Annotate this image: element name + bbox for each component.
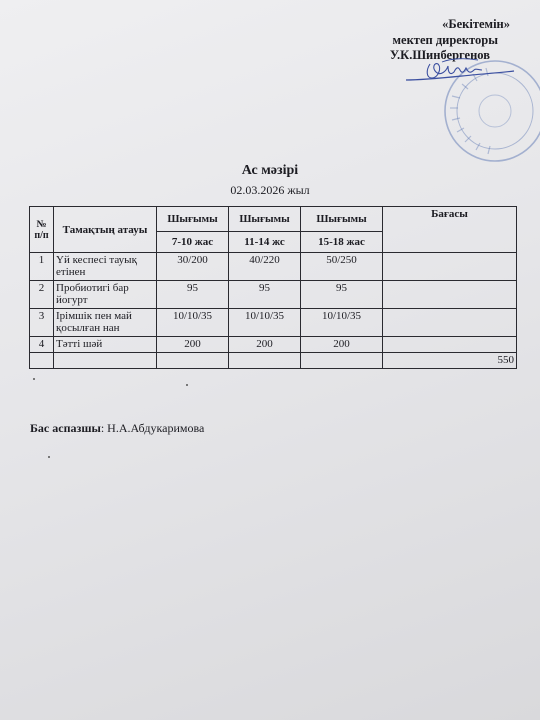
approval-title: «Бекітемін» — [442, 17, 510, 31]
total-price: 550 — [383, 353, 517, 369]
header-number: № п/п — [30, 207, 54, 253]
row-price — [383, 309, 517, 337]
row-dish-name: Үй кеспесі тауық етінен — [54, 253, 157, 281]
header-age-11-14: 11-14 жс — [229, 232, 301, 253]
row-dish-name: Тәтті шәй — [54, 337, 157, 353]
table-row — [30, 253, 517, 281]
paper-speck — [48, 456, 50, 458]
row-yield-15-18: 10/10/35 — [301, 309, 383, 337]
total-empty-cell — [229, 353, 301, 369]
header-age-15-18: 15-18 жас — [301, 232, 383, 253]
header-yield-1: Шығымы — [157, 207, 229, 232]
table-row — [30, 281, 517, 309]
row-yield-15-18: 95 — [301, 281, 383, 309]
row-number: 2 — [30, 281, 54, 309]
paper-speck — [186, 384, 188, 386]
row-dish-name: Пробиотигі бар йогурт — [54, 281, 157, 309]
table-row — [30, 309, 517, 337]
menu-title: Ас мәзірі — [241, 163, 299, 178]
paper-speck — [33, 378, 35, 380]
row-number: 1 — [30, 253, 54, 281]
row-yield-11-14: 40/220 — [229, 253, 301, 281]
row-yield-7-10: 95 — [157, 281, 229, 309]
row-dish-name: Ірімшік пен май қосылған нан — [54, 309, 157, 337]
header-yield-2: Шығымы — [229, 207, 301, 232]
header-yield-3: Шығымы — [301, 207, 383, 232]
header-price: Бағасы — [383, 207, 517, 253]
row-number: 4 — [30, 337, 54, 353]
chef-signature-line — [30, 421, 204, 436]
chef-name: : Н.А.Абдукаримова — [100, 421, 205, 435]
table-row — [30, 337, 517, 353]
approval-position: мектеп директоры — [392, 32, 498, 47]
total-empty-cell — [157, 353, 229, 369]
menu-date: 02.03.2026 жыл — [230, 183, 310, 197]
row-yield-7-10: 10/10/35 — [157, 309, 229, 337]
total-empty-cell — [301, 353, 383, 369]
header-dish-name: Тамақтың атауы — [54, 207, 157, 253]
director-signature — [402, 54, 517, 94]
table-header-row — [30, 207, 517, 232]
row-price — [383, 337, 517, 353]
row-yield-11-14: 95 — [229, 281, 301, 309]
row-yield-15-18: 50/250 — [301, 253, 383, 281]
row-price — [383, 281, 517, 309]
row-yield-11-14: 10/10/35 — [229, 309, 301, 337]
row-yield-7-10: 30/200 — [157, 253, 229, 281]
approval-director-name: У.К.Шинбергенов — [389, 48, 490, 62]
table-total-row — [30, 353, 517, 369]
total-empty-cell — [30, 353, 54, 369]
total-empty-cell — [54, 353, 157, 369]
row-yield-15-18: 200 — [301, 337, 383, 353]
header-age-7-10: 7-10 жас — [157, 232, 229, 253]
row-number: 3 — [30, 309, 54, 337]
menu-table — [29, 206, 517, 369]
chef-label: Бас аспазшы — [30, 421, 101, 435]
row-yield-11-14: 200 — [229, 337, 301, 353]
row-yield-7-10: 200 — [157, 337, 229, 353]
row-price — [383, 253, 517, 281]
